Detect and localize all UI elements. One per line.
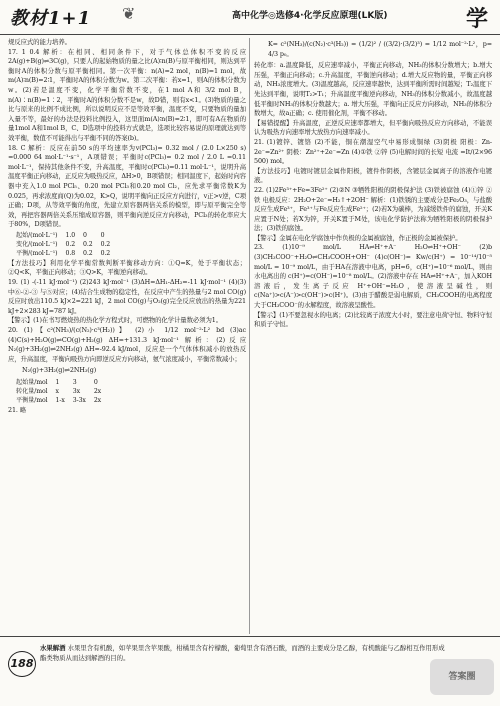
- series-title: 高中化学◎选修4·化学反应原理(LK版): [232, 11, 388, 21]
- table-row: 转化量/mol x 3x 2x: [16, 388, 102, 395]
- watermark-stamp: 答案圈: [430, 659, 494, 695]
- left-column: [8, 38, 246, 416]
- table-row: 起始/(mol·L⁻¹) 1.0 0 0: [16, 231, 105, 239]
- leaf-icon: ❦: [122, 4, 136, 23]
- method-tip: 【方法技巧】利用化学平衡常数判断平衡移动方向：①Q=K，处于平衡状态；②Q<K，平衡正向移动；③Q>K，平衡逆向移动。: [8, 258, 246, 277]
- warning-tip: 【警示】金属在电化学腐蚀中作负极的金属被腐蚀，作正极的金属被保护。: [254, 233, 462, 242]
- footer-note: [40, 643, 450, 663]
- method-tip: 【方法技巧】电镀时镀层金属作阳极，镀件作阴极，含镀层金属离子的溶液作电镀液。: [254, 166, 492, 185]
- table-row: 平衡量/mol 1-x 3-3x 2x: [16, 397, 102, 404]
- page-number: 188: [8, 651, 36, 677]
- answer-20: 20. (1)【c²(NH₃)/(c(N₂)·c³(H₂))】 (2)小 1/12 mol⁻²·L² bd (3)ac (4)C(s)+H₂O(g)⇌CO(g)+H₂(g) ΔH=+131.3 kJ·mol⁻¹ 解析：(2)反应N₂(g)+3H₂(g)⇌2NH₃(g) ΔH=-92.4 kJ/mol，反应是一个气体体积减小的放热反应，升高温度，平衡向吸热方向即逆反应方向移动，氨气浓度减小，平衡常数减小；: [8, 326, 246, 363]
- answer-17: 17. 1 0.4 解析：在相同、相同条件下，对于气体总体积不变的反应2A(g)+B(g)⇌3C(g)，只要人的起始物质的量之比(A)∶n(B)与原平衡相同，则达到平衡时A的体积分数与原平衡相同。第一次平衡：n(A)=2 mol，n(B)=1 mol，故m(A)∶n(B)=2∶1，平衡时A的体积分数为w。第二次平衡：若x=1，则A的体积分数为w。(2)若是温度不变，化学平衡常数不变，在1 mol A和 3/2 mol B，n(A)∶n(B)=1∶2，平衡时A的体积分数不是w，故D错，则有x<1。(3)物质的量之比与原来的比例不成比例，所以说明反应不是等效平衡，温度不变，只要物质的量加入量不等，最好的办法是投料比例投入，这里面m(A)∶n(B)=2∶1，即可有A在物质的量1mol A和1mol B，C、D选项中的投料方式就是，选项比较容易说的原理就达到等效平衡，数值不可能得出与平衡不同的答案(b)。: [8, 47, 246, 142]
- answer-19: 19. (1) -(-11 kJ·mol⁻¹) (2)243 kJ·mol⁻¹ (3)ΔH=ΔH₁-ΔH₂=-11 kJ·mol⁻¹ (4)(3)中⑥-②-③ 与⑤对应；(4)结合生成物的稳定性，在反应中产生的热量与2 mol CO(g)反应时放出110.5 kJ×2=221 kJ，2 mol CO(g)与O₂(g)完全反应放出的热量为221 kJ+2×283 kJ=787 kJ。: [8, 278, 246, 315]
- book-logo: 教材1+1: [10, 8, 92, 29]
- page-header: [0, 0, 500, 35]
- answer-21: 21. (1)镀锌、镀铬 (2)不能，铜在潮湿空气中易形成铜绿 (3)阴极 阳极：Zn-2e⁻=Zn²⁺ 阴极：Zn²⁺+2e⁻=Zn (4)①铁 ②锌 (5)电解时间的长短 电流 =It/(2×96 500) mol。: [254, 137, 492, 166]
- table-row: 平衡/(mol·L⁻¹) 0.8 0.2 0.2: [16, 249, 111, 257]
- paragraph: 21. 略: [8, 406, 27, 414]
- answer-23: 23. (1)10⁻⁹ mol/L HA⇌H⁺+A⁻ H₂O⇌H⁺+OH⁻ (2)b (3)CH₃COO⁻+H₂O⇌CH₃COOH+OH⁻ (4)c(OH⁻)= Kw/c(H⁺) = 10⁻¹⁴/10⁻⁵ mol/L = 10⁻⁹ mol/L，由于HA在溶液中电离，pH=6，c(H⁺)=10⁻⁶ mol/L，则由水电离出的 c(H⁺)=c(OH⁻)=10⁻⁸ mol/L。(2)溶液中存在 HA⇌H⁺+A⁻，加入KOH溶液后，发生离子反应 H⁺+OH⁻=H₂O，使溶液呈碱性，则c(Na⁺)>c(A⁻)>c(OH⁻)>c(H⁺)。(3)由于醋酸是弱电解质，CH₃COOH的电离程度大于CH₃COO⁻的水解程度，故溶液呈酸性。: [254, 243, 492, 310]
- paragraph: 规反应式的能力培养。: [8, 38, 71, 46]
- answer-18: 18. C 解析：反应在前50 s的平均速率为v(PCl₃)= 0.32 mol / (2.0 L×250 s) =0.000 64 mol·L⁻¹·s⁻¹，A项错误；平衡时c(PCl₃)= 0.2 mol / 2.0 L =0.11 mol·L⁻¹，保持其他条件不变，升高温度，平衡时c(PCl₃)=0.11 mol·L⁻¹，说明升高温度平衡正向移动，正反应为吸热反应，ΔH>0，B项错误；相同温度下，起始时向容器中充入1.0 mol PCl₅、0.20 mol PCl₃和0.20 mol Cl₂，应先求平衡常数K为0.025，再求浓度商(Q)为0.02，K>Q，说明平衡向正反应方向进行，v正>v逆，C项正确；D项，从等效平衡的角度，先建立原容器两倍关系的模型，即与原平衡完全等效，再把容器两倍关系压缩成原容器，则平衡向逆反应方向移动，PCl₃的转化率应大于80%，D项错误。: [8, 143, 246, 229]
- footer-text: 水果里含有机酸，如苹果里含苹果酸，柑橘里含有柠檬酸，葡萄里含有酒石酸，而酒的主要成分是乙醇，有机酸能与乙醇相互作用形成酯类物质从而达到解酒的目的。: [40, 644, 445, 662]
- warning-tip: 【警示】(1)在书写燃烧热的热化学方程式时，可燃物的化学计量数必须为1。: [8, 316, 223, 325]
- paragraph: 转化率：a.温度降低，反应速率减小，平衡正向移动，NH₃的体积分数增大；b.增大压强，平衡正向移动；c.升高温度，平衡逆向移动；d.增大反应物的量，平衡正向移动，NH₃浓度增大。(3)温度越高，反应速率越快，达到平衡所需时间越短；T₂温度下先达到平衡，说明T₂>T₁；升高温度平衡逆向移动，NH₃的体积分数减小，故温度越低平衡时NH₃的体积分数越大；a. 增大压强，平衡向正反应方向移动，NH₃的体积分数增大，故a正确；c. 使用催化剂，平衡不移动。: [254, 61, 492, 118]
- answer-22: 22. (1)2Fe³⁺+Fe=3Fe²⁺ (2)②N ③牺牲阳极的阴极保护法 (3)铁被腐蚀 (4)①锌 ②铁 电极反应：2H₂O+2e⁻=H₂↑+2OH⁻ 解析：(1)铁锈的主要成分是Fe₂O₃，与盐酸反应生成Fe³⁺，Fe³⁺与Fe反应生成Fe²⁺；(2)若X为碳棒，为减缓铁件的腐蚀，开关K应置于N处；若X为锌，开关K置于M处，该电化学防护法称为牺牲阳极的阴极保护法；(3)铁的腐蚀。: [254, 185, 492, 233]
- footer-label: 水果解酒: [40, 644, 66, 652]
- warning-tip: 【易错提醒】升高温度，正逆反应速率都增大，但平衡向吸热反应方向移动，不能误认为吸热方向速率增大放热方向速率减小。: [254, 118, 492, 137]
- warning-tip: 【警示】(1)不要忽视水的电离；(2)比较离子浓度大小时，要注意电荷守恒、物料守恒和质子守恒。: [254, 310, 492, 329]
- right-column: [254, 38, 492, 330]
- table-row: 变化/(mol·L⁻¹) 0.2 0.2 0.2: [16, 240, 111, 248]
- equation: K= c²(NH₃)/(c(N₂)·c³(H₂)) = (1/2)² / ((3/2)·(3/2)³) = 1/12 mol⁻²·L²，p= 4/3 p₀。: [268, 40, 492, 58]
- equilibrium-table-2: [12, 378, 105, 405]
- equation: N₂(g)+3H₂(g)⇌2NH₃(g): [22, 366, 97, 375]
- page-footer: [0, 636, 500, 706]
- column-divider: [249, 38, 250, 634]
- calligraphy-mark-icon: 学: [465, 6, 488, 32]
- equilibrium-table-1: [12, 231, 114, 258]
- table-row: 起始量/mol 1 3 0: [16, 379, 98, 386]
